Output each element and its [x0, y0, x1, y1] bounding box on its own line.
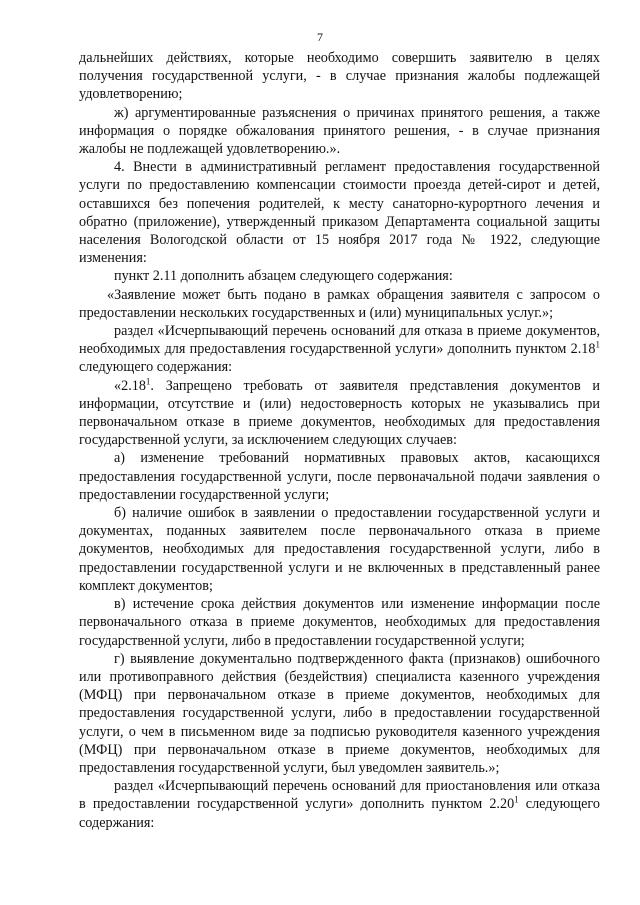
- paragraph-text: следующего содержания:: [79, 796, 600, 831]
- superscript: 1: [145, 375, 151, 386]
- paragraph-item-zh: ж) аргументированные разъяснения о причинах принятого решения, а также информация о порядке обжалования принятого решения, - в случае признания жалобы не подлежащей удовлетворению.».: [79, 104, 600, 158]
- paragraph-item-a: а) изменение требований нормативных правовых актов, касающихся предоставления государственной услуги, после первоначальной подачи заявления о предоставлении государственной услуги;: [79, 450, 600, 503]
- paragraph-text: раздел «Исчерпывающий перечень оснований для приостановления или отказа в предоставлении государственной услуги» дополнить пунктом 2.20: [79, 778, 600, 813]
- paragraph-text: следующего содержания:: [79, 359, 233, 376]
- paragraph-item-g: г) выявление документально подтвержденного факта (признаков) ошибочного или противоправного действия (бездействия) специалиста казенного учреждения (МФЦ) при первоначальном отказе в приеме документов, необходимых для предоставления государственной услуги, либо в предоставлении государственной услуги, о чем в письменном виде за подписью руководителя казенного учреждения (МФЦ) при первоначальном отказе в приеме документов, необходимых для предоставления государственной услуги, был уведомлен заявитель.»;: [79, 650, 600, 776]
- paragraph-item-v: в) истечение срока действия документов или изменение информации после первоначального отказа в приеме документов, необходимых для предоставления государственной услуги, либо в предоставлении государственной услуги;: [79, 596, 600, 649]
- paragraph-point-2-18-1: [79, 377, 600, 450]
- paragraph-text: «2.18: [114, 377, 146, 394]
- paragraph-section-suspension: [79, 777, 600, 832]
- document-body: [79, 49, 600, 832]
- page-number: 7: [317, 30, 323, 44]
- paragraph-point-4: 4. Внести в административный регламент предоставления государственной услуги по предоставлению компенсации стоимости проезда детей-сирот и детей, оставшихся без попечения родителей, к месту санаторно-курортного лечения и обратно (приложение), утвержденный приказом Департамента социальной защиты населения Вологодской области от 15 ноября 2017 года № 1922, следующие изменения:: [79, 159, 600, 267]
- paragraph-text: . Запрещено требовать от заявителя представления документов и информации, отсутствие и (или) недостоверность которых не указывались при первоначальном отказе в приеме документов, необходимых для предоставления государственной услуги, за исключением следующих случаев:: [79, 377, 600, 449]
- paragraph-item-b: б) наличие ошибок в заявлении о предоставлении государственной услуги и документах, поданных заявителем после первоначального отказа в приеме документов, необходимых для предоставления государственной услуги, либо в предоставлении государственной услуги и не включенных в представленный ранее комплект документов;: [79, 505, 600, 594]
- paragraph-point-2-11: пункт 2.11 дополнить абзацем следующего содержания:: [114, 268, 453, 285]
- superscript: 1: [595, 339, 600, 350]
- paragraph-text: раздел «Исчерпывающий перечень оснований для отказа в приеме документов, необходимых для предоставления государственной услуги» дополнить пунктом 2.18: [79, 323, 600, 358]
- paragraph-quote-application: «Заявление может быть подано в рамках обращения заявителя с запросом о предоставлении нескольких государственных и (или) муниципальных услуг.»;: [79, 286, 600, 321]
- paragraph-section-refusal: [79, 322, 600, 377]
- paragraph-continuation: дальнейших действиях, которые необходимо совершить заявителю в целях получения государственной услуги, - в случае признания жалобы подлежащей удовлетворению;: [79, 50, 600, 103]
- superscript: 1: [514, 794, 519, 805]
